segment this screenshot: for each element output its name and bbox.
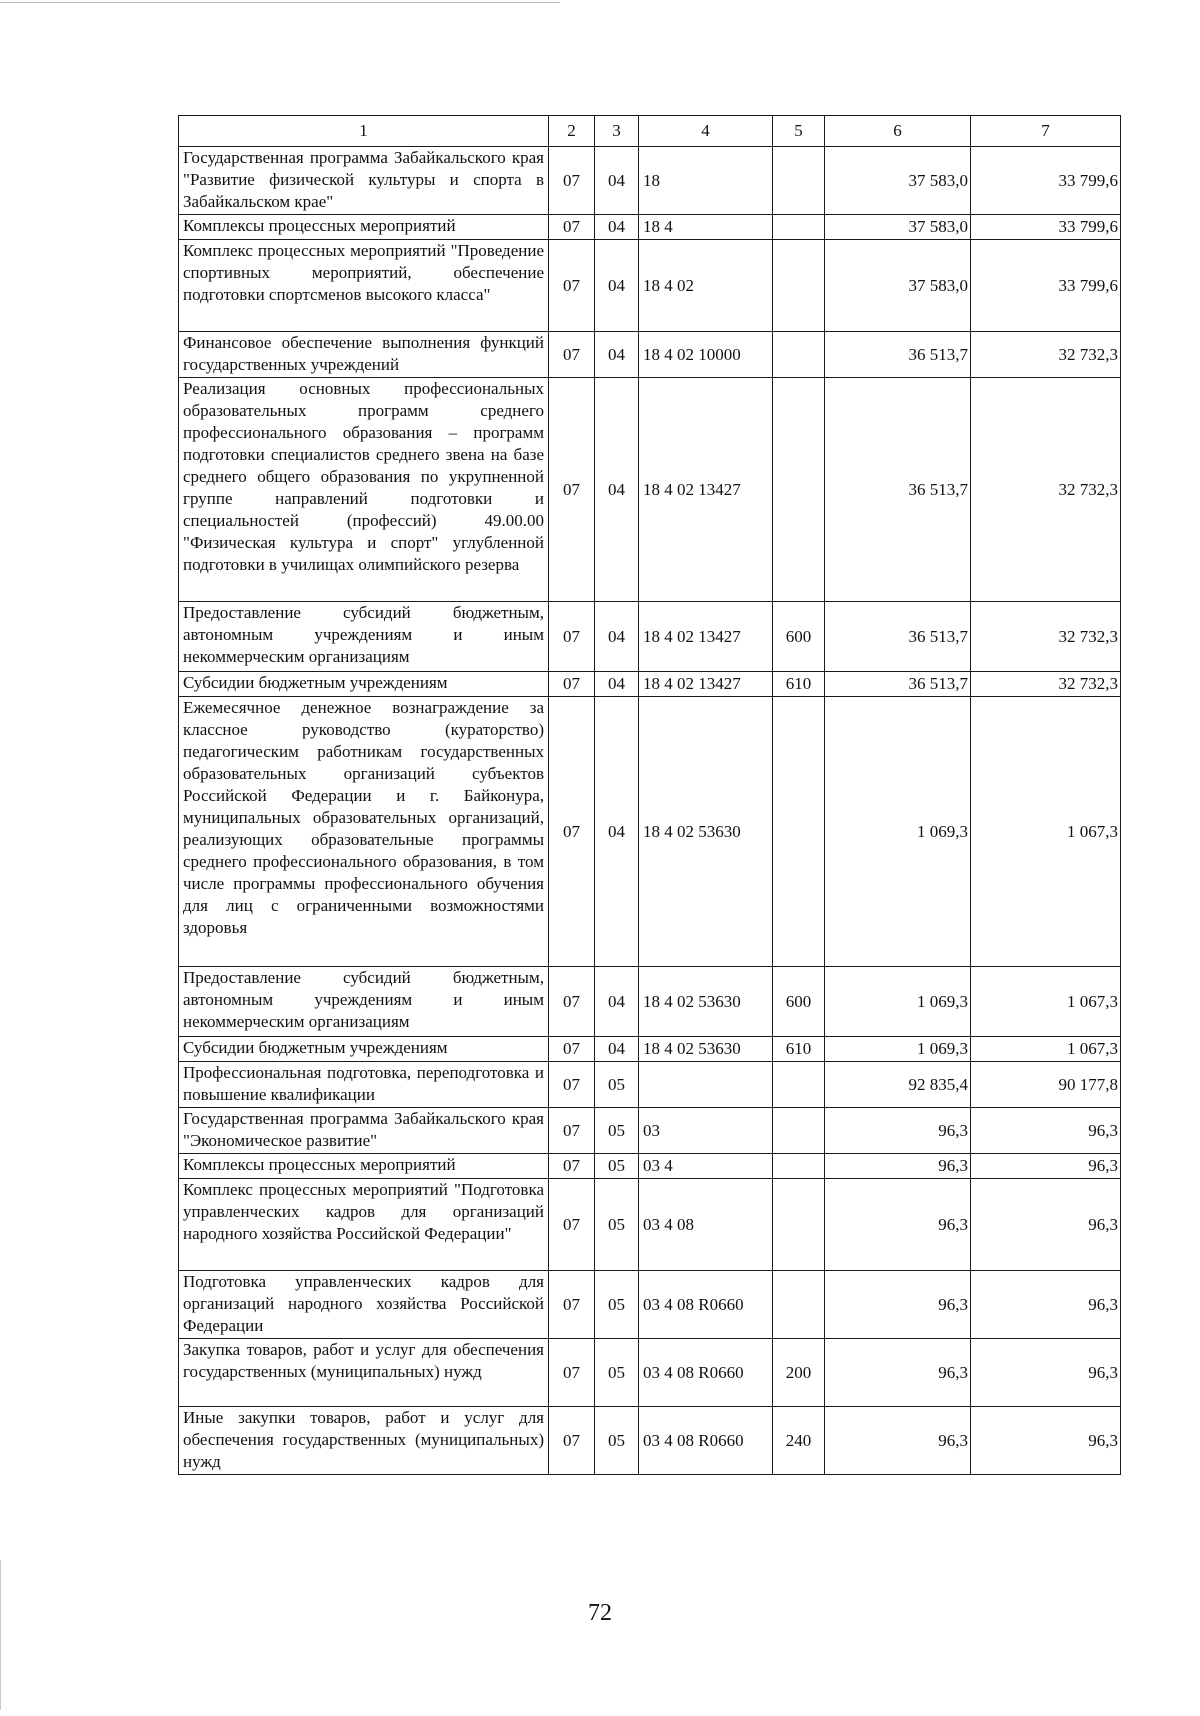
column-header: 4 bbox=[639, 116, 773, 147]
table-row bbox=[179, 967, 1121, 1037]
target-article-cell: 18 bbox=[639, 147, 773, 215]
section-cell: 07 bbox=[549, 378, 595, 602]
amount-year1-cell: 96,3 bbox=[825, 1179, 971, 1271]
table-row bbox=[179, 332, 1121, 378]
expense-type-cell bbox=[773, 1062, 825, 1108]
section-cell: 07 bbox=[549, 1062, 595, 1108]
subsection-cell: 04 bbox=[595, 602, 639, 672]
scan-edge-line bbox=[0, 2, 560, 3]
expense-type-cell: 200 bbox=[773, 1339, 825, 1407]
table-row bbox=[179, 147, 1121, 215]
subsection-cell: 05 bbox=[595, 1407, 639, 1475]
target-article-cell: 18 4 02 53630 bbox=[639, 967, 773, 1037]
amount-year1-cell: 36 513,7 bbox=[825, 332, 971, 378]
table-row bbox=[179, 1179, 1121, 1271]
expense-type-cell: 600 bbox=[773, 602, 825, 672]
item-name-cell: Комплексы процессных мероприятий bbox=[179, 215, 549, 240]
amount-year2-cell: 33 799,6 bbox=[971, 240, 1121, 332]
page-number: 72 bbox=[588, 1600, 612, 1626]
target-article-cell: 03 4 08 R0660 bbox=[639, 1407, 773, 1475]
amount-year2-cell: 1 067,3 bbox=[971, 1037, 1121, 1062]
amount-year2-cell: 32 732,3 bbox=[971, 332, 1121, 378]
subsection-cell: 04 bbox=[595, 378, 639, 602]
item-name-cell: Иные закупки товаров, работ и услуг для обеспечения государственных (муниципальных) нужд bbox=[179, 1407, 549, 1475]
amount-year2-cell: 32 732,3 bbox=[971, 602, 1121, 672]
item-name-cell: Предоставление субсидий бюджетным, автономным учреждениям и иным некоммерческим организациям bbox=[179, 602, 549, 672]
expense-type-cell: 610 bbox=[773, 672, 825, 697]
expense-type-cell bbox=[773, 1154, 825, 1179]
target-article-cell: 18 4 02 13427 bbox=[639, 602, 773, 672]
item-name-cell: Комплекс процессных мероприятий "Подготовка управленческих кадров для организаций народного хозяйства Российской Федерации" bbox=[179, 1179, 549, 1271]
amount-year2-cell: 33 799,6 bbox=[971, 215, 1121, 240]
amount-year1-cell: 96,3 bbox=[825, 1154, 971, 1179]
amount-year2-cell: 33 799,6 bbox=[971, 147, 1121, 215]
subsection-cell: 04 bbox=[595, 1037, 639, 1062]
expense-type-cell: 610 bbox=[773, 1037, 825, 1062]
item-name-cell: Финансовое обеспечение выполнения функций государственных учреждений bbox=[179, 332, 549, 378]
table-row bbox=[179, 215, 1121, 240]
column-header: 3 bbox=[595, 116, 639, 147]
table-header-row bbox=[179, 116, 1121, 147]
table-row bbox=[179, 1154, 1121, 1179]
table-row bbox=[179, 378, 1121, 602]
budget-table bbox=[178, 115, 1121, 1475]
section-cell: 07 bbox=[549, 1108, 595, 1154]
section-cell: 07 bbox=[549, 697, 595, 967]
amount-year1-cell: 92 835,4 bbox=[825, 1062, 971, 1108]
item-name-cell: Подготовка управленческих кадров для организаций народного хозяйства Российской Федерации bbox=[179, 1271, 549, 1339]
target-article-cell: 18 4 02 13427 bbox=[639, 378, 773, 602]
section-cell: 07 bbox=[549, 672, 595, 697]
subsection-cell: 04 bbox=[595, 332, 639, 378]
amount-year1-cell: 96,3 bbox=[825, 1108, 971, 1154]
target-article-cell: 18 4 02 10000 bbox=[639, 332, 773, 378]
section-cell: 07 bbox=[549, 1179, 595, 1271]
scan-edge-line-left bbox=[0, 1560, 1, 1710]
target-article-cell: 03 4 08 R0660 bbox=[639, 1339, 773, 1407]
section-cell: 07 bbox=[549, 147, 595, 215]
expense-type-cell: 240 bbox=[773, 1407, 825, 1475]
table-row bbox=[179, 1339, 1121, 1407]
table-row bbox=[179, 1037, 1121, 1062]
item-name-cell: Субсидии бюджетным учреждениям bbox=[179, 1037, 549, 1062]
section-cell: 07 bbox=[549, 1407, 595, 1475]
expense-type-cell bbox=[773, 1271, 825, 1339]
target-article-cell: 03 4 bbox=[639, 1154, 773, 1179]
section-cell: 07 bbox=[549, 1271, 595, 1339]
section-cell: 07 bbox=[549, 602, 595, 672]
section-cell: 07 bbox=[549, 1339, 595, 1407]
item-name-cell: Ежемесячное денежное вознаграждение за классное руководство (кураторство) педагогическим работникам государственных образовательных организаций субъектов Российской Федерации и г. Байконура, муниципальных образовательных организаций, реализующих образовательные программы среднего профессионального образования, в том числе программы профессионального обучения для лиц с ограниченными возможностями здоровья bbox=[179, 697, 549, 967]
amount-year1-cell: 96,3 bbox=[825, 1271, 971, 1339]
subsection-cell: 04 bbox=[595, 967, 639, 1037]
expense-type-cell bbox=[773, 240, 825, 332]
amount-year2-cell: 32 732,3 bbox=[971, 378, 1121, 602]
target-article-cell: 03 4 08 bbox=[639, 1179, 773, 1271]
subsection-cell: 05 bbox=[595, 1339, 639, 1407]
section-cell: 07 bbox=[549, 1037, 595, 1062]
section-cell: 07 bbox=[549, 1154, 595, 1179]
amount-year2-cell: 32 732,3 bbox=[971, 672, 1121, 697]
subsection-cell: 05 bbox=[595, 1271, 639, 1339]
amount-year2-cell: 96,3 bbox=[971, 1179, 1121, 1271]
target-article-cell: 18 4 02 bbox=[639, 240, 773, 332]
column-header: 5 bbox=[773, 116, 825, 147]
amount-year1-cell: 37 583,0 bbox=[825, 240, 971, 332]
expense-type-cell bbox=[773, 697, 825, 967]
column-header: 1 bbox=[179, 116, 549, 147]
item-name-cell: Комплексы процессных мероприятий bbox=[179, 1154, 549, 1179]
expense-type-cell bbox=[773, 147, 825, 215]
amount-year2-cell: 96,3 bbox=[971, 1154, 1121, 1179]
expense-type-cell bbox=[773, 332, 825, 378]
amount-year2-cell: 1 067,3 bbox=[971, 697, 1121, 967]
target-article-cell: 18 4 02 53630 bbox=[639, 1037, 773, 1062]
section-cell: 07 bbox=[549, 967, 595, 1037]
subsection-cell: 05 bbox=[595, 1108, 639, 1154]
item-name-cell: Закупка товаров, работ и услуг для обеспечения государственных (муниципальных) нужд bbox=[179, 1339, 549, 1407]
target-article-cell: 18 4 02 13427 bbox=[639, 672, 773, 697]
amount-year2-cell: 90 177,8 bbox=[971, 1062, 1121, 1108]
amount-year1-cell: 1 069,3 bbox=[825, 1037, 971, 1062]
amount-year1-cell: 36 513,7 bbox=[825, 378, 971, 602]
section-cell: 07 bbox=[549, 240, 595, 332]
item-name-cell: Профессиональная подготовка, переподготовка и повышение квалификации bbox=[179, 1062, 549, 1108]
item-name-cell: Предоставление субсидий бюджетным, автономным учреждениям и иным некоммерческим организациям bbox=[179, 967, 549, 1037]
amount-year1-cell: 96,3 bbox=[825, 1407, 971, 1475]
table-row bbox=[179, 240, 1121, 332]
item-name-cell: Государственная программа Забайкальского края "Развитие физической культуры и спорта в Забайкальском крае" bbox=[179, 147, 549, 215]
subsection-cell: 05 bbox=[595, 1062, 639, 1108]
amount-year1-cell: 1 069,3 bbox=[825, 697, 971, 967]
subsection-cell: 05 bbox=[595, 1179, 639, 1271]
table-row bbox=[179, 1108, 1121, 1154]
subsection-cell: 04 bbox=[595, 672, 639, 697]
expense-type-cell bbox=[773, 215, 825, 240]
table-row bbox=[179, 1062, 1121, 1108]
target-article-cell: 18 4 bbox=[639, 215, 773, 240]
amount-year1-cell: 1 069,3 bbox=[825, 967, 971, 1037]
amount-year2-cell: 96,3 bbox=[971, 1108, 1121, 1154]
subsection-cell: 04 bbox=[595, 147, 639, 215]
amount-year1-cell: 36 513,7 bbox=[825, 672, 971, 697]
table-row bbox=[179, 1271, 1121, 1339]
subsection-cell: 04 bbox=[595, 215, 639, 240]
subsection-cell: 04 bbox=[595, 697, 639, 967]
subsection-cell: 04 bbox=[595, 240, 639, 332]
target-article-cell: 03 4 08 R0660 bbox=[639, 1271, 773, 1339]
subsection-cell: 05 bbox=[595, 1154, 639, 1179]
expense-type-cell bbox=[773, 378, 825, 602]
table-row bbox=[179, 672, 1121, 697]
item-name-cell: Реализация основных профессиональных образовательных программ среднего профессионального образования – программ подготовки специалистов среднего звена на базе среднего общего образования по укрупненной группе направлений подготовки и специальностей (профессий) 49.00.00 "Физическая культура и спорт" углубленной подготовки в училищах олимпийского резерва bbox=[179, 378, 549, 602]
column-header: 7 bbox=[971, 116, 1121, 147]
item-name-cell: Государственная программа Забайкальского края "Экономическое развитие" bbox=[179, 1108, 549, 1154]
amount-year2-cell: 96,3 bbox=[971, 1339, 1121, 1407]
section-cell: 07 bbox=[549, 332, 595, 378]
expense-type-cell bbox=[773, 1179, 825, 1271]
column-header: 2 bbox=[549, 116, 595, 147]
column-header: 6 bbox=[825, 116, 971, 147]
section-cell: 07 bbox=[549, 215, 595, 240]
item-name-cell: Субсидии бюджетным учреждениям bbox=[179, 672, 549, 697]
target-article-cell bbox=[639, 1062, 773, 1108]
expense-type-cell: 600 bbox=[773, 967, 825, 1037]
amount-year1-cell: 37 583,0 bbox=[825, 147, 971, 215]
amount-year1-cell: 36 513,7 bbox=[825, 602, 971, 672]
target-article-cell: 18 4 02 53630 bbox=[639, 697, 773, 967]
amount-year1-cell: 96,3 bbox=[825, 1339, 971, 1407]
target-article-cell: 03 bbox=[639, 1108, 773, 1154]
table-row bbox=[179, 602, 1121, 672]
table-row bbox=[179, 697, 1121, 967]
table-row bbox=[179, 1407, 1121, 1475]
amount-year2-cell: 1 067,3 bbox=[971, 967, 1121, 1037]
item-name-cell: Комплекс процессных мероприятий "Проведение спортивных мероприятий, обеспечение подготовки спортсменов высокого класса" bbox=[179, 240, 549, 332]
amount-year1-cell: 37 583,0 bbox=[825, 215, 971, 240]
expense-type-cell bbox=[773, 1108, 825, 1154]
amount-year2-cell: 96,3 bbox=[971, 1271, 1121, 1339]
amount-year2-cell: 96,3 bbox=[971, 1407, 1121, 1475]
